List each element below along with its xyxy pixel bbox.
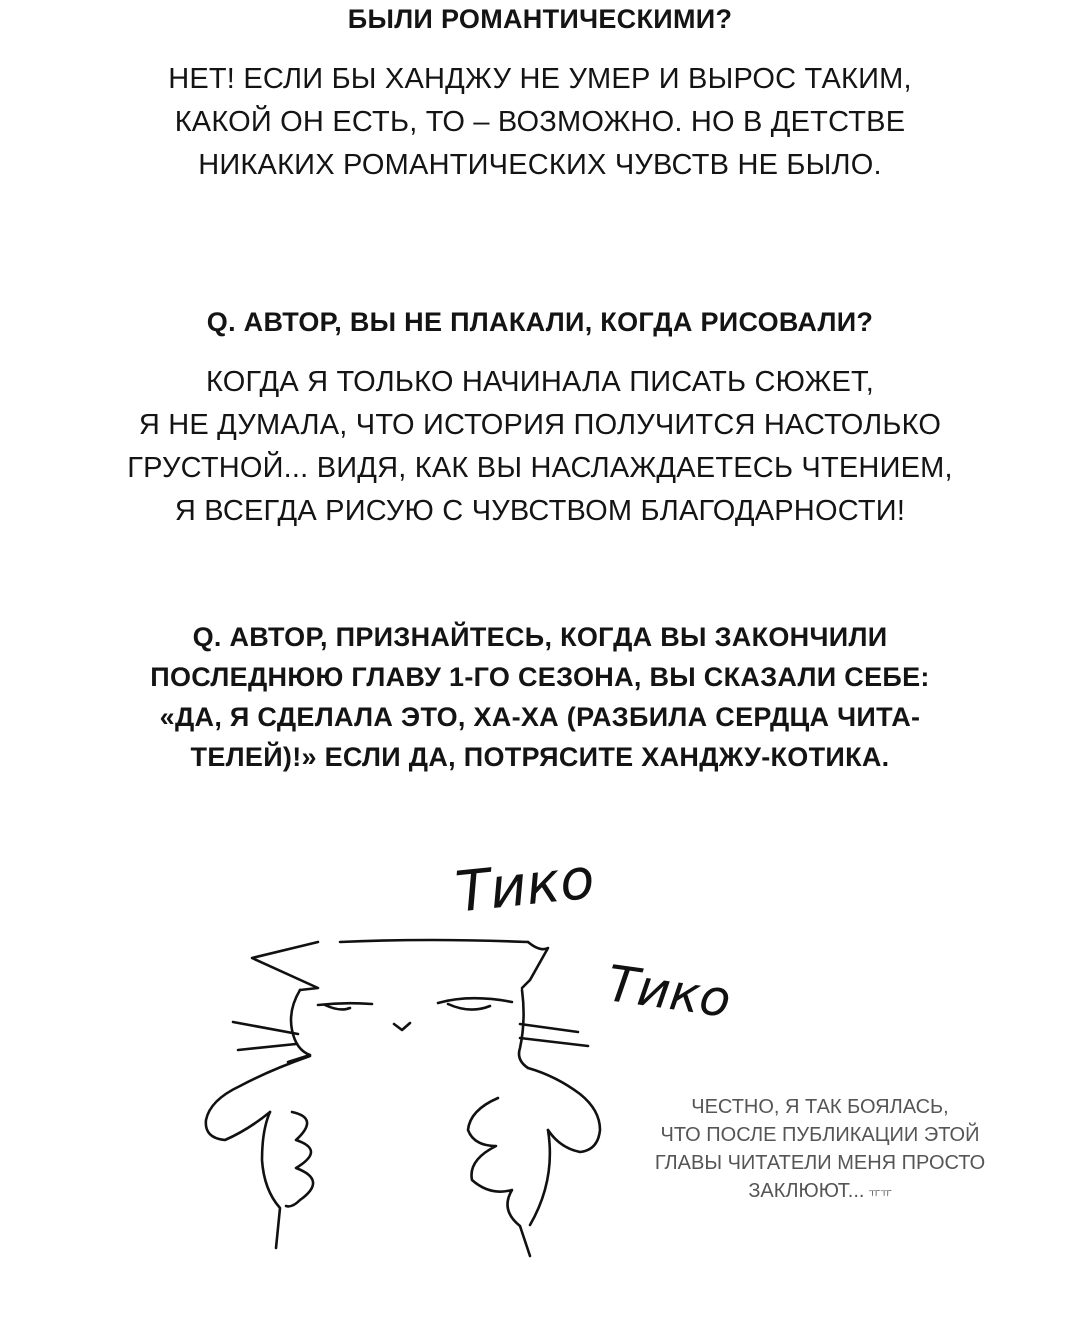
question-3-line-2: ПОСЛЕДНЮЮ ГЛАВУ 1-ГО СЕЗОНА, ВЫ СКАЗАЛИ СЕБЕ: — [150, 662, 930, 692]
cat-right-paw-edge — [530, 1130, 550, 1225]
cat-body-left — [206, 1056, 310, 1140]
author-note — [610, 1093, 1030, 1205]
answer-1-line-3: НИКАКИХ РОМАНТИЧЕСКИХ ЧУВСТВ НЕ БЫЛО. — [198, 149, 882, 181]
cat-head-top — [340, 940, 528, 942]
crying-emoticon: ㅠㅠ — [868, 1186, 892, 1200]
sfx-tiko-1: Тико — [452, 846, 598, 926]
cat-body-right — [528, 1068, 600, 1152]
cat-whisker-right-2 — [520, 1038, 588, 1046]
author-note-line-4 — [610, 1177, 1030, 1205]
question-2 — [0, 302, 1080, 342]
cat-right-cheek — [519, 990, 528, 1068]
answer-2 — [0, 361, 1080, 533]
answer-2-line-3: ГРУСТНОЙ... ВИДЯ, КАК ВЫ НАСЛАЖДАЕТЕСЬ ЧТЕНИЕМ, — [127, 452, 953, 484]
cat-right-eye-lid — [448, 1004, 490, 1010]
cat-whisker-left-1 — [233, 1022, 298, 1034]
cat-left-cheek — [288, 990, 310, 1062]
question-1-text: БЫЛИ РОМАНТИЧЕСКИМИ? — [347, 4, 733, 34]
cat-illustration — [0, 800, 1080, 1338]
answer-2-line-1: КОГДА Я ТОЛЬКО НАЧИНАЛА ПИСАТЬ СЮЖЕТ, — [206, 366, 874, 398]
author-note-line-4-text: ЗАКЛЮЮТ... — [748, 1180, 865, 1202]
answer-1-line-2: КАКОЙ ОН ЕСТЬ, ТО – ВОЗМОЖНО. НО В ДЕТСТВЕ — [174, 106, 906, 138]
cat-right-ear — [522, 942, 548, 988]
author-note-line-1: ЧЕСТНО, Я ТАК БОЯЛАСЬ, — [691, 1096, 949, 1118]
author-note-line-3: ГЛАВЫ ЧИТАТЕЛИ МЕНЯ ПРОСТО — [654, 1152, 986, 1174]
cat-nose — [394, 1023, 410, 1030]
cat-left-paw — [262, 1112, 280, 1248]
answer-1 — [0, 58, 1080, 187]
cat-left-ear — [252, 942, 318, 990]
cat-right-paw — [468, 1098, 530, 1256]
cat-left-paw-digits — [286, 1112, 313, 1206]
cat-whisker-right-1 — [520, 1024, 578, 1032]
question-1 — [0, 0, 1080, 38]
sfx-tiko-2: Тико — [603, 954, 735, 1029]
author-note-line-2: ЧТО ПОСЛЕ ПУБЛИКАЦИИ ЭТОЙ — [660, 1124, 980, 1146]
answer-2-line-4: Я ВСЕГДА РИСУЮ С ЧУВСТВОМ БЛАГОДАРНОСТИ! — [174, 495, 906, 527]
cat-left-eye-lid — [325, 1005, 350, 1009]
answer-1-line-1: НЕТ! ЕСЛИ БЫ ХАНДЖУ НЕ УМЕР И ВЫРОС ТАКИМ, — [168, 63, 912, 95]
question-3-line-3: «ДА, Я СДЕЛАЛА ЭТО, ХА-ХА (РАЗБИЛА СЕРДЦА ЧИТА- — [159, 702, 921, 732]
question-3-line-1: Q. АВТОР, ПРИЗНАЙТЕСЬ, КОГДА ВЫ ЗАКОНЧИЛИ — [192, 622, 888, 652]
cat-right-eye — [438, 998, 512, 1003]
question-2-text: Q. АВТОР, ВЫ НЕ ПЛАКАЛИ, КОГДА РИСОВАЛИ? — [206, 307, 874, 337]
question-3 — [0, 617, 1080, 777]
answer-2-line-2: Я НЕ ДУМАЛА, ЧТО ИСТОРИЯ ПОЛУЧИТСЯ НАСТОЛЬКО — [138, 409, 942, 441]
cat-whisker-left-2 — [238, 1044, 296, 1050]
question-3-line-4: ТЕЛЕЙ)!» ЕСЛИ ДА, ПОТРЯСИТЕ ХАНДЖУ-КОТИКА. — [190, 742, 890, 772]
